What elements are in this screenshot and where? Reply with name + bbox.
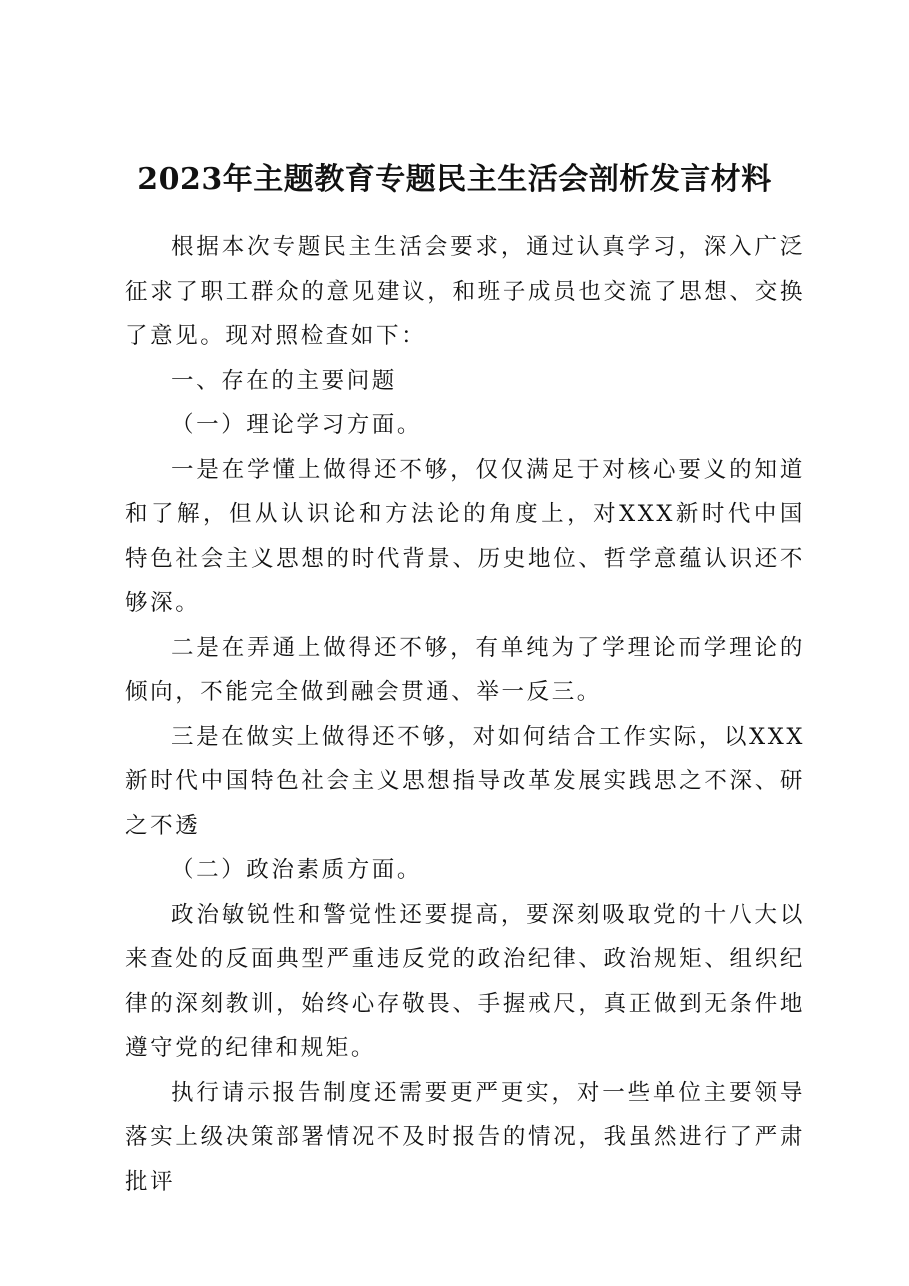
paragraph-reporting-system: 执行请示报告制度还需要更严更实，对一些单位主要领导落实上级决策部署情况不及时报告的情况，我虽然进行了严肃批评	[125, 1079, 805, 1195]
document-body	[125, 225, 805, 1204]
subsection-heading-theory-study: （一）理论学习方面。	[171, 412, 423, 438]
paragraph-point-two: 二是在弄通上做得还不够，有单纯为了学理论而学理论的倾向，不能完全做到融会贯通、举一反三。	[125, 634, 805, 705]
subsection-heading-political-quality: （二）政治素质方面。	[171, 857, 423, 883]
paragraph-point-three: 三是在做实上做得还不够，对如何结合工作实际，以XXX新时代中国特色社会主义思想指导改革发展实践思之不深、研之不透	[125, 723, 805, 839]
document-title: 2023年主题教育专题民主生活会剖析发言材料	[137, 162, 772, 197]
paragraph-political-sensitivity: 政治敏锐性和警觉性还要提高，要深刻吸取党的十八大以来查处的反面典型严重违反党的政治纪律、政治规矩、组织纪律的深刻教训，始终心存敬畏、手握戒尺，真正做到无条件地遵守党的纪律和规矩。	[125, 901, 805, 1061]
paragraph-point-one: 一是在学懂上做得还不够，仅仅满足于对核心要义的知道和了解，但从认识论和方法论的角度上，对XXX新时代中国特色社会主义思想的时代背景、历史地位、哲学意蕴认识还不够深。	[125, 456, 805, 616]
paragraph-intro: 根据本次专题民主生活会要求，通过认真学习，深入广泛征求了职工群众的意见建议，和班子成员也交流了思想、交换了意见。现对照检查如下：	[125, 234, 805, 349]
section-heading-main-problems: 一、存在的主要问题	[171, 367, 397, 394]
